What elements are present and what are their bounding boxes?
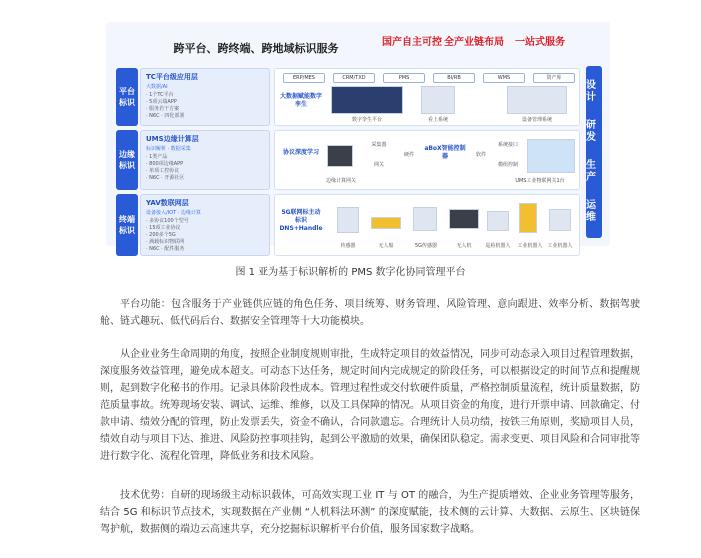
lifecycle-side-column xyxy=(586,66,602,238)
layer-body-platform xyxy=(274,68,580,126)
sensor-device xyxy=(337,207,359,233)
panel-item: · 15项工业协议 xyxy=(146,225,181,231)
layer-body-terminal xyxy=(274,194,580,256)
panel-head: UMS边缘计算层 xyxy=(146,135,199,143)
panel-sub: 标识解析 · 数据采集 xyxy=(146,146,191,152)
panel-item: · N6C · 配件服务 xyxy=(146,246,185,252)
chip-erp: ERP/MES xyxy=(283,73,325,83)
figure-title: 跨平台、跨终端、跨地域标识服务 xyxy=(173,42,339,55)
panel-item: · 满载标识物联网 xyxy=(146,239,185,245)
slogan-industry-chain: 全产业链布局 xyxy=(444,37,504,48)
panel-item: · N6C · 四化部署 xyxy=(146,113,185,119)
node-abox: aBoX智能控制器 xyxy=(424,145,466,160)
caption-kanban: 看上系统 xyxy=(427,117,448,123)
caption-inspection-robot: 巡检机器人 xyxy=(485,243,511,249)
caption-edge-gateway: 边缘计算网关 xyxy=(325,178,356,184)
node-collector: 采集器 xyxy=(371,142,387,148)
side-label-rnd: 研发 xyxy=(586,120,596,143)
digital-twin-thumbnail xyxy=(331,86,403,114)
paragraph-tech-advantages: 技术优势：自研的现场级主动标识载体，可高效实现工业 IT 与 OT 的融合，为生产提质增效、企业业务管理等服务，结合 5G 和标识节点技术，实现数据在产业侧 “人机料法环测” 的深度赋能，技术侧的云计算、大数据、云原生、区块链保驾护航，数据侧的端边云高速共享，充分挖掘标识解析平台价值，服务国家数字战略。 xyxy=(100,490,640,535)
chip-bi: BI/RB xyxy=(433,73,475,83)
layer-panel-platform xyxy=(140,68,270,126)
caption-industrial-robot: 工业机器人 xyxy=(517,243,543,249)
panel-head: TC平台级应用层 xyxy=(146,73,198,81)
node-software: 软件 xyxy=(475,152,486,158)
panel-item: · 800项边缘APP xyxy=(146,161,184,167)
node-gateway: 网关 xyxy=(373,162,384,168)
side-label-operation: 运维 xyxy=(586,200,596,223)
side-label-production: 生产 xyxy=(586,160,596,183)
drone-device xyxy=(449,209,479,229)
panel-item: · 单项工控协议 xyxy=(146,168,180,174)
caption-device-mgmt: 设备管理系统 xyxy=(521,117,552,123)
caption-ums-gateway: UMS工业物联网关1台 xyxy=(515,178,565,184)
caption-unmanned-boat: 无人船 xyxy=(378,243,394,249)
panel-item: · 5项云端APP xyxy=(146,99,177,105)
unmanned-boat-device xyxy=(371,217,401,229)
figure-caption: 图 1 亚为基于标识解析的 PMS 数字化协同管理平台 xyxy=(235,267,466,278)
slogan-one-stop: 一站式服务 xyxy=(515,37,565,48)
panel-item: · 200多个5G xyxy=(146,232,176,238)
architecture-figure xyxy=(106,22,610,252)
protocol-deep-learning: 协议深度学习 xyxy=(282,149,319,156)
layer-body-edge xyxy=(274,130,580,190)
map-thumbnail xyxy=(507,86,567,114)
panel-sub: 设备接入/IOT · 边缘计算 xyxy=(146,210,201,216)
caption-industrial-robot-2: 工业机器人 xyxy=(547,243,573,249)
node-module-control: 模组控制 xyxy=(497,162,518,168)
layer-panel-edge xyxy=(140,130,270,190)
panel-item: · 1个TC平台 xyxy=(146,92,174,98)
chip-asset: 资产库 xyxy=(533,73,575,83)
paragraph-platform-functions: 平台功能：包含服务于产业链供应链的角色任务、项目统筹、财务管理、风险管理、意向跟进、效率分析、数据驾驶舱、链式趣玩、低代码后台、数据安全管理等十大功能模块。 xyxy=(100,299,640,327)
industrial-box-device xyxy=(549,209,571,231)
node-system-interface: 系统接口 xyxy=(497,142,518,148)
layer-tag-terminal: 终端标识 xyxy=(116,194,138,256)
layer-tag-edge: 边缘标识 xyxy=(116,130,138,190)
panel-sub: 大数据/AI xyxy=(146,84,168,90)
panel-item: · 多协议100个型号 xyxy=(146,218,189,224)
inspection-robot-device xyxy=(487,211,509,231)
panel-head: YAV数联网层 xyxy=(146,199,189,207)
ums-chart-thumbnail xyxy=(527,139,575,173)
side-label-design: 设计 xyxy=(586,80,596,103)
caption-digital-twin: 数字孪生平台 xyxy=(351,117,382,123)
5g-sensor-device xyxy=(413,207,437,231)
layer-panel-terminal xyxy=(140,194,270,256)
edge-gateway-device xyxy=(327,145,353,167)
chip-wms: WMS xyxy=(483,73,525,83)
panel-item: · 1类产品 xyxy=(146,154,168,160)
chip-pms: PMS xyxy=(383,73,425,83)
chip-crm: CRM/TXD xyxy=(333,73,375,83)
panel-item: · N6C · 开源社区 xyxy=(146,175,185,181)
dashboard-thumbnail xyxy=(421,86,455,114)
caption-5g-sensor: 5G传感器 xyxy=(414,243,438,249)
bigdata-digital-twin: 大数据赋能数字孪生 xyxy=(279,93,322,108)
layer-tag-platform: 平台标识 xyxy=(116,68,138,126)
caption-drone: 无人机 xyxy=(456,243,472,249)
caption-sensor: 传感器 xyxy=(340,243,356,249)
5g-active-identifier: 5G联网标主动标识DNS+Handle xyxy=(279,209,323,232)
slogan-domestic: 国产自主可控 xyxy=(382,37,442,48)
node-hardware: 硬件 xyxy=(403,152,414,158)
industrial-robot-device xyxy=(519,203,537,233)
paragraph-lifecycle: 从企业业务生命周期的角度，按照企业制度规则审批，生成特定项目的效益情况，同步可动态录入项目过程管理数据，深度服务效益管理，避免成本超支。可动态下达任务，规定时间内完成规定的阶段任务，可以根据设定的时间节点和提醒规则，起到数字化秘书的作用。记录具体阶段性成本。管理过程性或交付软硬件质量，严格控制质量流程，统计质量数据，防范质量事故。统筹现场安装、调试、运维、维修，以及工具保障的情况。从项目资金的角度，进行开票申请、回款确定、付款申请、绩效分配的管理，防止发票丢失，资金不确认，合同款遗忘。合理统计人员功绩，按铁三角原则，奖励项目人员，绩效自动与项目下达、推进、风险防控事项挂钩，起到公平激励的效果，确保团队稳定。需求变更、项目风险和合同审批等进行数字化、流程化管理，降低业务和技术风险。 xyxy=(100,349,640,462)
panel-item: · 服务若干方案 xyxy=(146,106,180,112)
